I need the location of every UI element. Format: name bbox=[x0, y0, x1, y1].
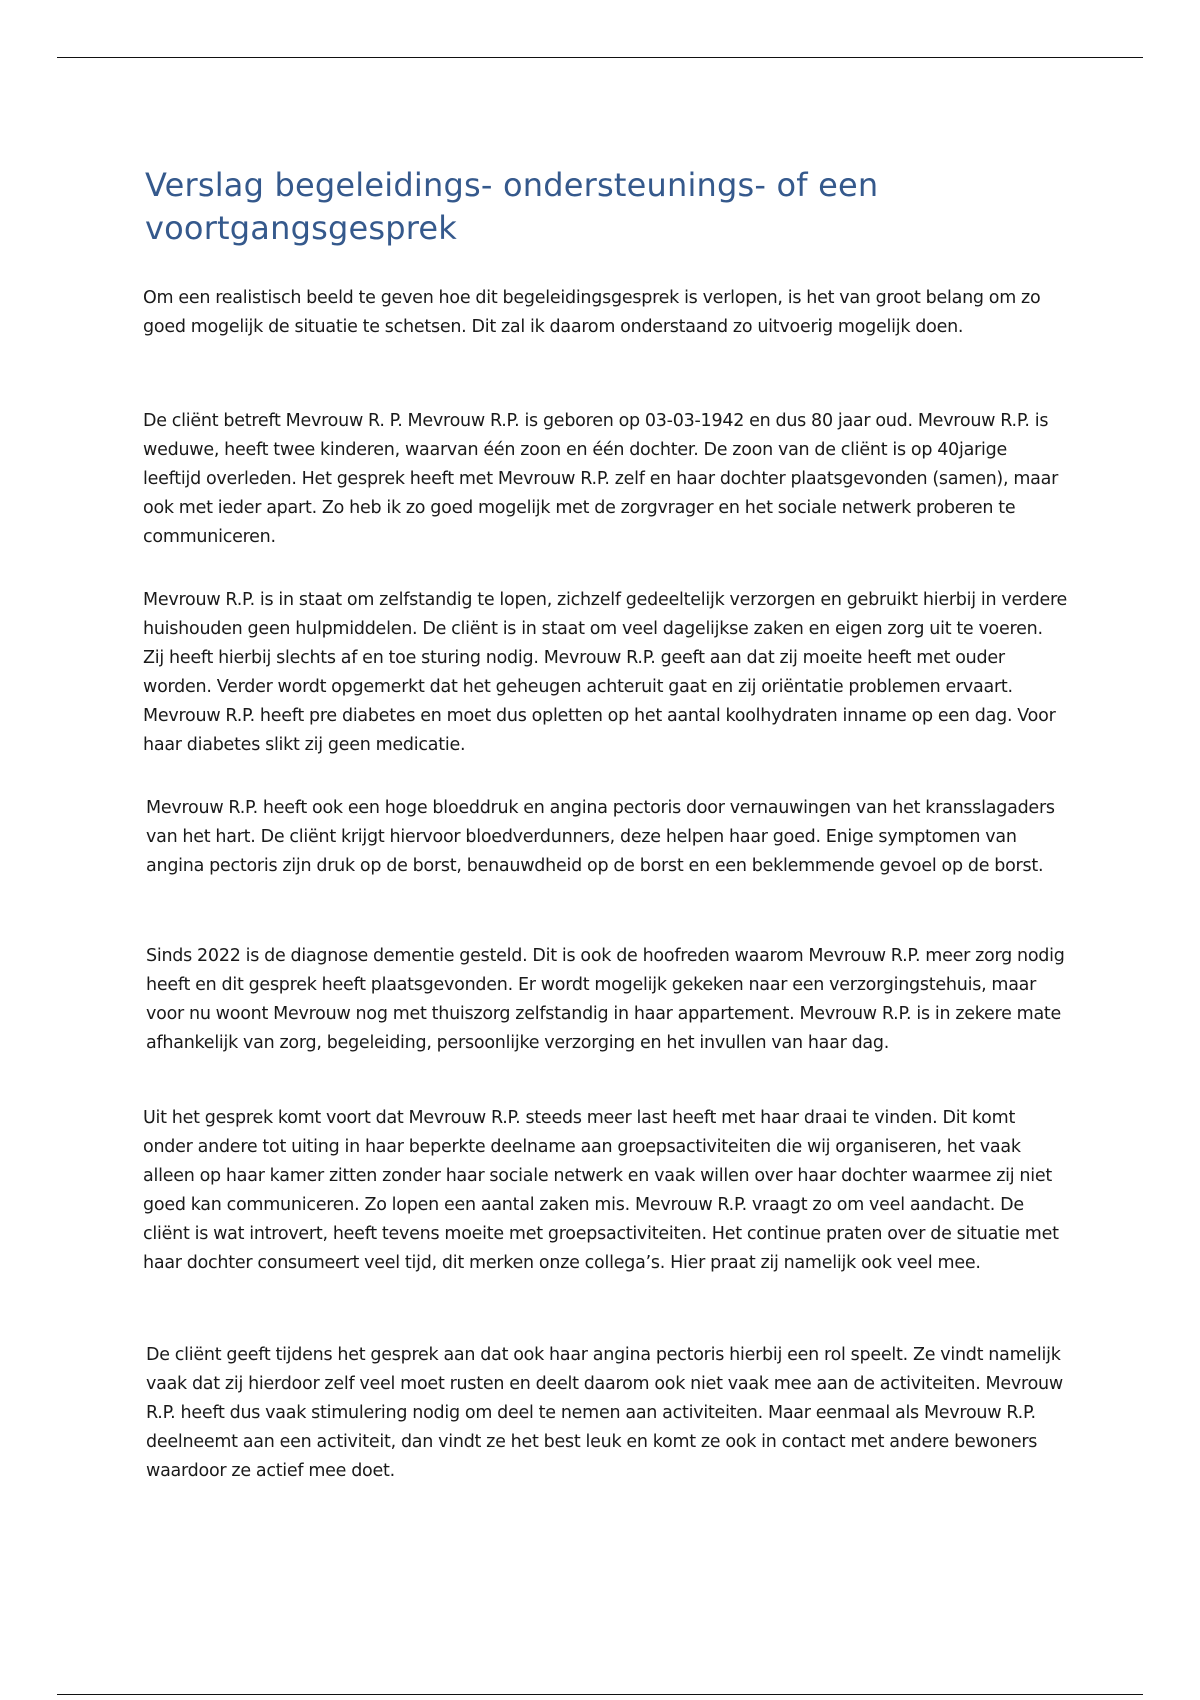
paragraph-angina-role: De cliënt geeft tijdens het gesprek aan dat ook haar angina pectoris hierbij een rol speelt. Ze vindt namelijk vaak dat zij hierdoor zelf veel moet rusten en deelt daarom ook niet vaak mee aan de activiteiten. Mevrouw R.P. heeft dus vaak stimulering nodig om deel te nemen aan activiteiten. Maar eenmaal als Mevrouw R.P. deelneemt aan een activiteit, dan vindt ze het best leuk en komt ze ook in contact met andere bewoners waardoor ze actief mee doet. bbox=[146, 1345, 1063, 1481]
header-rule bbox=[57, 57, 1143, 58]
paragraph-client-background: De cliënt betreft Mevrouw R. P. Mevrouw R.P. is geboren op 03-03-1942 en dus 80 jaar oud. Mevrouw R.P. is weduwe, heeft twee kinderen, waarvan één zoon en één dochter. De zoon van de cliënt is op 40jarige leeftijd overleden. Het gesprek heeft met Mevrouw R.P. zelf en haar dochter plaatsgevonden (samen), maar ook met ieder apart. Zo heb ik zo goed mogelijk met de zorgvrager en het sociale netwerk proberen te communiceren. bbox=[143, 411, 1059, 547]
footer-rule bbox=[57, 1694, 1143, 1695]
document-title: Verslag begeleidings- ondersteunings- of een voortgangsgesprek bbox=[145, 166, 879, 247]
paragraph-blood-pressure: Mevrouw R.P. heeft ook een hoge bloeddruk en angina pectoris door vernauwingen van het kransslagaders van het hart. De cliënt krijgt hiervoor bloedverdunners, deze helpen haar goed. Enige symptomen van angina pectoris zijn druk op de borst, benauwdheid op de borst en een beklemmende gevoel op de borst. bbox=[146, 798, 1055, 876]
paragraph-self-care: Mevrouw R.P. is in staat om zelfstandig te lopen, zichzelf gedeeltelijk verzorgen en gebruikt hierbij in verdere huishouden geen hulpmiddelen. De cliënt is in staat om veel dagelijkse zaken en eigen zorg uit te voeren. Zij heeft hierbij slechts af en toe sturing nodig. Mevrouw R.P. geeft aan dat zij moeite heeft met ouder worden. Verder wordt opgemerkt dat het geheugen achteruit gaat en zij oriëntatie problemen ervaart. Mevrouw R.P. heeft pre diabetes en moet dus opletten op het aantal koolhydraten inname op een dag. Voor haar diabetes slikt zij geen medicatie. bbox=[143, 590, 1068, 755]
paragraph-introduction: Om een realistisch beeld te geven hoe dit begeleidingsgesprek is verlopen, is het van groot belang om zo goed mogelijk de situatie te schetsen. Dit zal ik daarom onderstaand zo uitvoerig mogelijk doen. bbox=[143, 288, 1041, 337]
paragraph-conversation-outcome: Uit het gesprek komt voort dat Mevrouw R.P. steeds meer last heeft met haar draai te vinden. Dit komt onder andere tot uiting in haar beperkte deelname aan groepsactiviteiten die wij organiseren, het vaak alleen op haar kamer zitten zonder haar sociale netwerk en vaak willen over haar dochter waarmee zij niet goed kan communiceren. Zo lopen een aantal zaken mis. Mevrouw R.P. vraagt zo om veel aandacht. De cliënt is wat introvert, heeft tevens moeite met groepsactiviteiten. Het continue praten over de situatie met haar dochter consumeert veel tijd, dit merken onze collega’s. Hier praat zij namelijk ook veel mee. bbox=[143, 1108, 1059, 1273]
paragraph-dementia-diagnosis: Sinds 2022 is de diagnose dementie gesteld. Dit is ook de hoofreden waarom Mevrouw R.P. meer zorg nodig heeft en dit gesprek heeft plaatsgevonden. Er wordt mogelijk gekeken naar een verzorgingstehuis, maar voor nu woont Mevrouw nog met thuiszorg zelfstandig in haar appartement. Mevrouw R.P. is in zekere mate afhankelijk van zorg, begeleiding, persoonlijke verzorging en het invullen van haar dag. bbox=[146, 946, 1065, 1053]
